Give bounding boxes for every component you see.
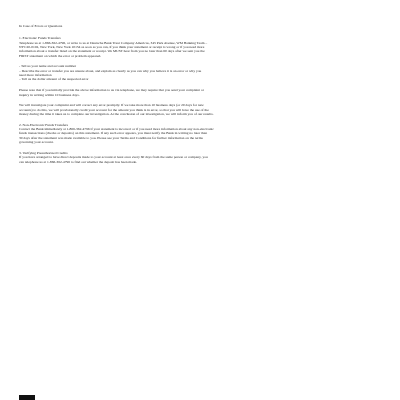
non-electronic-transfers bbox=[19, 123, 324, 145]
list-item: – Describe the error or transfer you are unsure about, and explain as clearly as you can why you believe it is an error or why you bbox=[19, 68, 202, 73]
preauthorized-credits bbox=[19, 151, 324, 164]
list-item: – Tell us the dollar amount of the suspected error bbox=[19, 77, 89, 82]
text-line: funds transactions (checks or deposits) on this statement. If any such error appears, you must notify the Bank in writing no later than bbox=[19, 131, 208, 136]
text-line: FIRST statement on which the error or problem appeared. bbox=[19, 53, 102, 58]
errors-notice bbox=[19, 24, 324, 170]
page-title: In Case of Errors or Questions bbox=[19, 24, 63, 28]
section-title: 3. Verifying Preauthorized Credits bbox=[19, 150, 68, 155]
text-line: If you have arranged to have direct deposits made to your account at least once every 60 days from the same person or company, you bbox=[19, 155, 208, 160]
text-line: Please note that if you initially provide the above information to us via telephone, we may require that you send your complaint or bbox=[19, 88, 204, 93]
text-line: information about a transfer listed on the statement or receipt. We MUST hear from you no later than 60 days after we sent you the bbox=[19, 49, 205, 54]
list-item: need more information bbox=[19, 73, 52, 78]
text-line: 30 days after the statement was made available to you. Please see your Terms and Conditions for further information on the terms bbox=[19, 135, 203, 140]
text-line: accounts) to do this, we will provisionally credit your account for the amount you think is in error, so that you will have the use of the bbox=[19, 107, 209, 112]
text-line: can telephone us at 1-866-362-4796 to find out whether the deposit has been made. bbox=[19, 159, 137, 164]
text-line: Contact the Bank immediately at 1-866-362-4796 if your statement is incorrect or if you need more information about any non-electronic bbox=[19, 127, 214, 132]
text-line: We will investigate your complaint and will correct any error promptly. If we take more than 10 business days (or 20 days for new bbox=[19, 103, 204, 108]
page-corner-mark bbox=[19, 395, 35, 400]
section-title: 1. Electronic Funds Transfers bbox=[19, 36, 61, 41]
investigation-paragraph bbox=[19, 103, 324, 116]
required-info-list bbox=[19, 64, 324, 81]
text-line: money during the time it takes us to complete our investigation. At the conclusion of our investigation, we will inform you of our results. bbox=[19, 111, 214, 116]
writing-requirement-note bbox=[19, 88, 324, 97]
text-line: inquiry in writing within 10 business days. bbox=[19, 92, 80, 97]
text-line: Telephone us at 1-866-362-4796, or write to us at Deutsche Bank Trust Company Americas, 345 Park Avenue, WM Banking Team – bbox=[19, 40, 208, 45]
list-item: - Tell us your name and account number bbox=[19, 64, 77, 69]
section-title: 2. Non-Electronic Funds Transfers bbox=[19, 122, 69, 127]
text-line: governing your account. bbox=[19, 140, 54, 145]
text-line: NYC20-0102, New York, New York 10154 as soon as you can, if you think your statement or receipt is wrong or if you need more bbox=[19, 45, 205, 50]
electronic-transfers-intro bbox=[19, 36, 324, 58]
